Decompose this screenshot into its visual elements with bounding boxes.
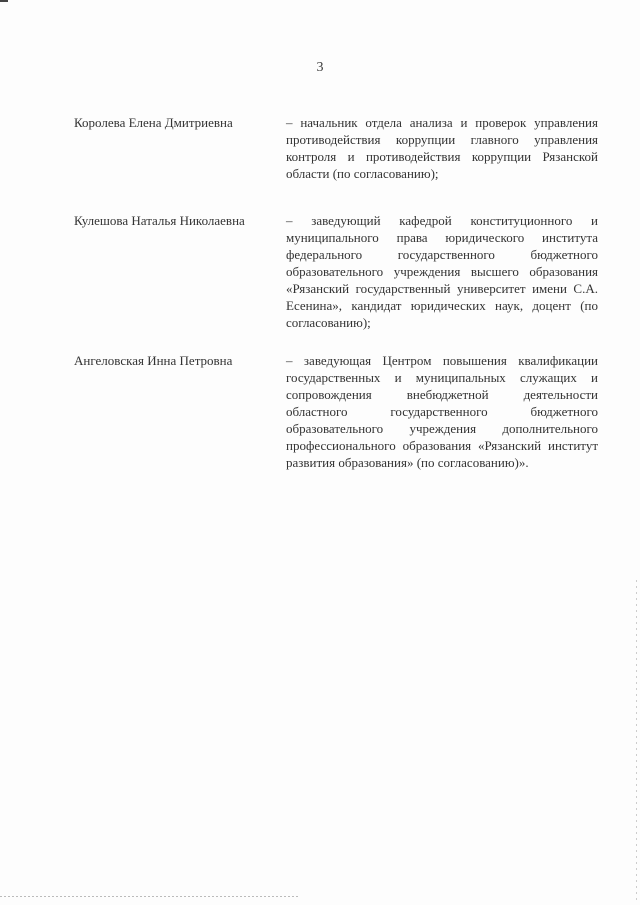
member-position: – начальник отдела анализа и проверок управления противодействия коррупции главного управления контроля и противодействия коррупции Рязанской области (по согласованию); — [286, 115, 598, 181]
scan-artifact-right-edge — [636, 580, 637, 900]
member-name: Кулешова Наталья Николаевна — [74, 213, 245, 228]
member-name: Ангеловская Инна Петровна — [74, 353, 233, 368]
member-position: – заведующая Центром повышения квалификации государственных и муниципальных служащих и сопровождения внебюджетной деятельности областного государственного бюджетного образовательного учреждения дополнительного профессионального образования «Рязанский институт развития образования» (по согласованию)». — [286, 353, 598, 470]
page-number: 3 — [316, 60, 324, 75]
scan-artifact-bottom-edge — [0, 896, 300, 897]
member-position: – заведующий кафедрой конституционного и муниципального права юридического института федерального государственного бюджетного образовательного учреждения высшего образования «Рязанский государственный университет имени С.А. Есенина», кандидат юридических наук, доцент (по согласованию); — [286, 213, 598, 330]
member-name: Королева Елена Дмитриевна — [74, 115, 233, 130]
scan-artifact-top-left — [0, 0, 8, 2]
